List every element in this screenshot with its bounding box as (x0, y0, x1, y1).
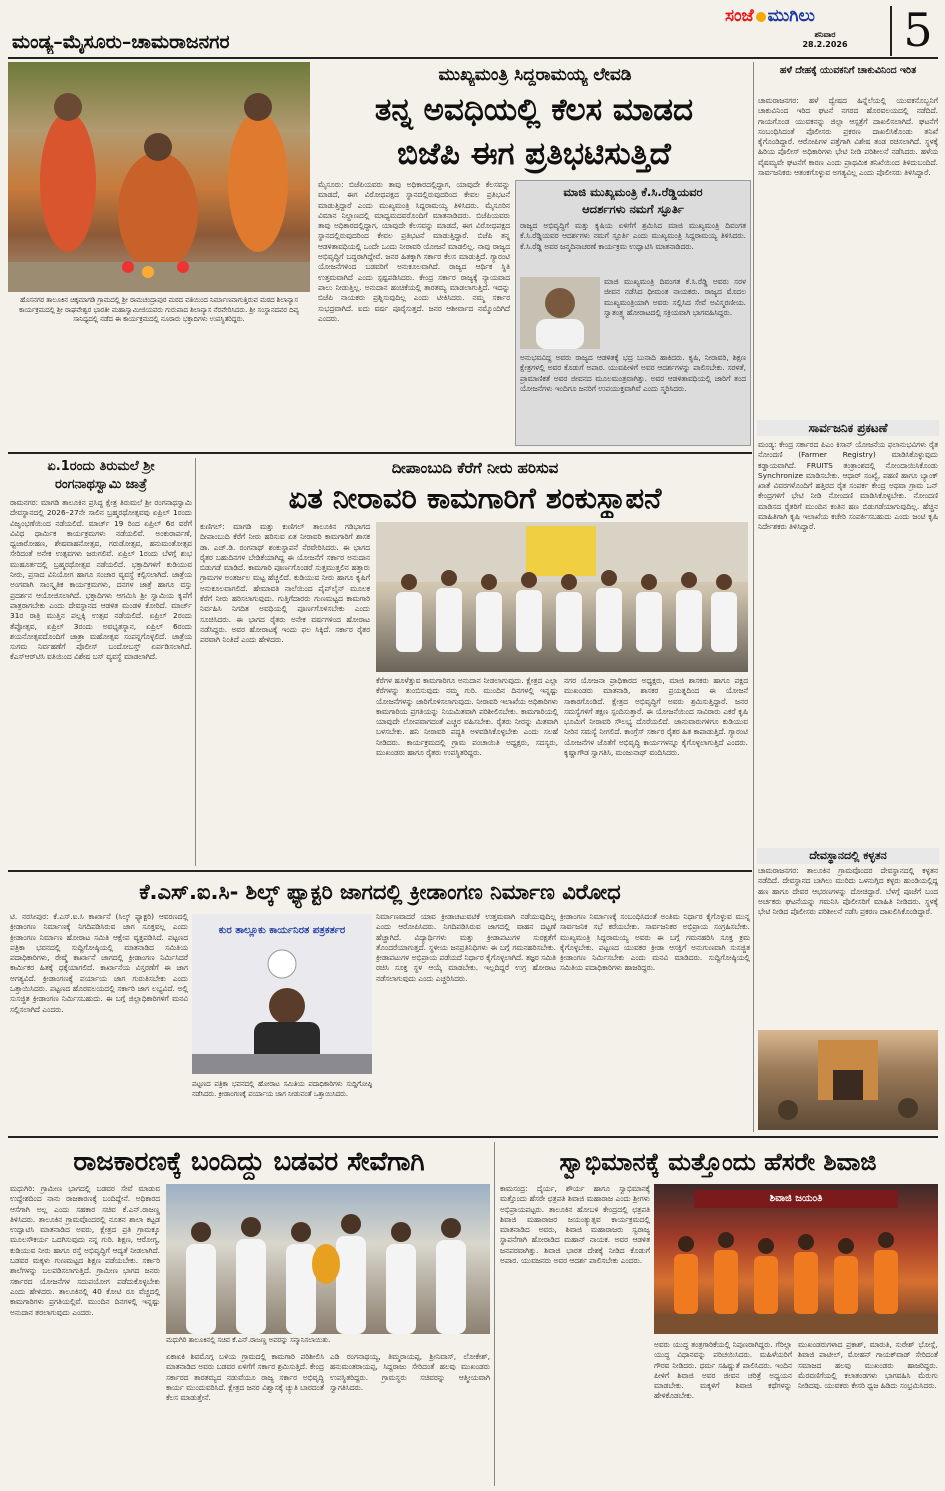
section-rule-2 (8, 870, 752, 872)
masthead-divider (890, 6, 892, 56)
silk-body-left: ಟಿ. ನರಸೀಪುರ: ಕೆ.ಎಸ್.ಐ.ಸಿ ಕಾರ್ಖಾನೆ (ಸಿಲ್ಕ್ ಫ್ಯಾಕ್ಟರಿ) ಆವರಣದಲ್ಲಿ ಕ್ರೀಡಾಂಗಣ ನಿರ್ಮಾಣಕ್ಕೆ ನಿಗದಿಪಡಿಸಿರುವ ಜಾಗ ಸೂಕ್ತವಲ್ಲ ಎಂದು ಕ್ರೀಡಾಂಗಣ ನಿರ್ಮಾಣ ಹೋರಾಟ ಸಮಿತಿ ಆಕ್ಷೇಪ ವ್ಯಕ್ತಪಡಿಸಿದೆ. ಪಟ್ಟಣದ ಪತ್ರಿಕಾ ಭವನದಲ್ಲಿ ಸುದ್ದಿಗೋಷ್ಠಿಯಲ್ಲಿ ಮಾತನಾಡಿದ ಸಮಿತಿಯ ಪದಾಧಿಕಾರಿಗಳು, ರೇಷ್ಮೆ ಕಾರ್ಖಾನೆ ಜಾಗದಲ್ಲಿ ಕ್ರೀಡಾಂಗಣ ನಿರ್ಮಿಸಿದರೆ ಕಾರ್ಮಿಕರ ಹಿತಕ್ಕೆ ಧಕ್ಕೆಯಾಗಲಿದೆ. ಕಾರ್ಖಾನೆಯ ವಿಸ್ತರಣೆಗೆ ಈ ಜಾಗ ಅಗತ್ಯವಿದೆ. ಕ್ರೀಡಾಂಗಣಕ್ಕೆ ಪರ್ಯಾಯ ಜಾಗ ಗುರುತಿಸಬೇಕು ಎಂದು ಒತ್ತಾಯಿಸಿದರು. ಪಟ್ಟಣದ ಹೊರವಲಯದಲ್ಲಿ ಸರ್ಕಾರಿ ಜಾಗ ಲಭ್ಯವಿದೆ. ಅಲ್ಲಿ ಸುಸಜ್ಜಿತ ಕ್ರೀಡಾಂಗಣ ನಿರ್ಮಿಸಬಹುದು. ಈ ಬಗ್ಗೆ ಜಿಲ್ಲಾಧಿಕಾರಿಗಳಿಗೆ ಮನವಿ ಸಲ್ಲಿಸಲಾಗಿದೆ ಎಂದರು. (10, 912, 188, 1014)
tribute-headline-1: ಮಾಜಿ ಮುಖ್ಯಮಂತ್ರಿ ಕೆ.ಸಿ.ರೆಡ್ಡಿಯವರ (563, 185, 703, 199)
irrigation-photo (376, 522, 748, 672)
right-column-divider (753, 62, 754, 1132)
irrigation-body-left: ಕುಣಿಗಲ್: ಮಾಗಡಿ ಮತ್ತು ಕುಣಿಗಲ್ ತಾಲೂಕಿನ ಗಡಿಭಾಗದ ದೀಪಾಂಬುದಿ ಕೆರೆಗೆ ನೀರು ಹರಿಸುವ ಏತ ನೀರಾವರಿ ಕಾಮಗಾರಿಗೆ ಶಾಸಕ ಡಾ. ಎಚ್.ಡಿ. ರಂಗನಾಥ್ ಶಂಕುಸ್ಥಾಪನೆ ನೆರವೇರಿಸಿದರು. ಈ ಭಾಗದ ರೈತರ ಬಹುದಿನಗಳ ಬೇಡಿಕೆಯಾಗಿದ್ದ ಈ ಯೋಜನೆಗೆ ಸರ್ಕಾರ ಅನುದಾನ ಬಿಡುಗಡೆ ಮಾಡಿದೆ. ಕಾಮಗಾರಿ ಪೂರ್ಣಗೊಂಡರೆ ಸುತ್ತಮುತ್ತಲಿನ ಹತ್ತಾರು ಗ್ರಾಮಗಳ ಅಂತರ್ಜಲ ಮಟ್ಟ ಹೆಚ್ಚಲಿದೆ. ಕುಡಿಯುವ ನೀರು ಹಾಗೂ ಕೃಷಿಗೆ ಅನುಕೂಲವಾಗಲಿದೆ. ಹೇಮಾವತಿ ನಾಲೆಯಿಂದ ಪೈಪ್‌ಲೈನ್ ಮೂಲಕ ಕೆರೆಗೆ ನೀರು ಹರಿಸಲಾಗುವುದು. ಗುತ್ತಿಗೆದಾರರು ಗುಣಮಟ್ಟದ ಕಾಮಗಾರಿ ನಿರ್ವಹಿಸಿ ನಿಗದಿತ ಅವಧಿಯಲ್ಲಿ ಪೂರ್ಣಗೊಳಿಸಬೇಕು ಎಂದು ಸೂಚಿಸಿದರು. ಈ ಭಾಗದ ರೈತರು ಅನೇಕ ವರ್ಷಗಳಿಂದ ಹೋರಾಟ ನಡೆಸಿದ್ದರು. ಅವರ ಹೋರಾಟಕ್ಕೆ ಇಂದು ಫಲ ಸಿಕ್ಕಿದೆ. ಸರ್ಕಾರ ರೈತರ ಪರವಾಗಿ ನಿಂತಿದೆ ಎಂದು ಹೇಳಿದರು. (200, 522, 370, 645)
politics-body2: ಏಕಾಏಕಿ ಶಿವಮೊಗ್ಗ ಬಳಿಯ ಗ್ರಾಮದಲ್ಲಿ ಕಾಮಗಾರಿ ಪರಿಶೀಲಿಸಿ ಮಾತನಾಡಿದ ಅವರು ಬಡವರ ಏಳಿಗೆಗೆ ಸರ್ಕಾರ ಶ್ರಮಿಸುತ್ತಿದೆ. ಕೇಂದ್ರ ಸರ್ಕಾರದ ತಾರತಮ್ಯದ ನಡುವೆಯೂ ರಾಜ್ಯ ಸರ್ಕಾರ ಅಭಿವೃದ್ಧಿ ಕಾರ್ಯ ಮುಂದುವರಿಸಿದೆ. ಕ್ಷೇತ್ರದ ಜನರ ವಿಶ್ವಾಸಕ್ಕೆ ಚ್ಯುತಿ ಬಾರದಂತೆ ಕೆಲಸ ಮಾಡುತ್ತೇನೆ. (166, 1352, 324, 1403)
politics-headline: ರಾಜಕಾರಣಕ್ಕೆ ಬಂದಿದ್ದು ಬಡವರ ಸೇವೆಗಾಗಿ (73, 1147, 425, 1177)
issue-date: 28.2.2026 (802, 40, 848, 49)
masthead-rule (8, 57, 938, 59)
story3-headline: ದೇವಸ್ಥಾನದಲ್ಲಿ ಕಳ್ಳತನ (757, 848, 939, 864)
story2-body: ಮಂಡ್ಯ: ಕೇಂದ್ರ ಸರ್ಕಾರದ ಪಿಎಂ ಕಿಸಾನ್ ಯೋಜನೆಯ ಫಲಾನುಭವಿಗಳು ರೈತ ನೋಂದಣಿ (Farmer Registry) ಮಾಡಿಸಿಕೊಳ್ಳುವುದು ಕಡ್ಡಾಯವಾಗಿದೆ. FRUITS ತಂತ್ರಾಂಶದಲ್ಲಿ ನೋಂದಾಯಿಸಿಕೊಂಡು Synchronize ಮಾಡಿಸಬೇಕು. ಆಧಾರ್ ಸಂಖ್ಯೆ, ಪಹಣಿ ಹಾಗೂ ಬ್ಯಾಂಕ್ ಖಾತೆ ವಿವರಗಳೊಂದಿಗೆ ಹತ್ತಿರದ ರೈತ ಸಂಪರ್ಕ ಕೇಂದ್ರ ಅಥವಾ ಗ್ರಾಮ ಒನ್ ಕೇಂದ್ರಗಳಿಗೆ ಭೇಟಿ ನೀಡಿ ನೋಂದಣಿ ಮಾಡಿಸಿಕೊಳ್ಳಬೇಕು. ನೋಂದಣಿ ಮಾಡಿಸದ ರೈತರಿಗೆ ಮುಂದಿನ ಕಂತಿನ ಹಣ ಬಿಡುಗಡೆಯಾಗುವುದಿಲ್ಲ. ಹೆಚ್ಚಿನ ಮಾಹಿತಿಗಾಗಿ ಕೃಷಿ ಇಲಾಖೆಯ ಕಚೇರಿ ಸಂಪರ್ಕಿಸಬಹುದು ಎಂದು ಜಂಟಿ ಕೃಷಿ ನಿರ್ದೇಶಕರು ತಿಳಿಸಿದ್ದಾರೆ. (758, 440, 938, 532)
lead-headline-2: ಬಿಜೆಪಿ ಈಗ ಪ್ರತಿಭಟಿಸುತ್ತಿದೆ (397, 136, 671, 172)
shivaji-headline: ಸ್ವಾಭಿಮಾನಕ್ಕೆ ಮತ್ತೊಂದು ಹೆಸರೇ ಶಿವಾಜಿ (559, 1148, 877, 1176)
logo-part1: ಸಂಜೆ (725, 6, 754, 26)
masthead (0, 0, 945, 60)
shivaji-body-mid: ಅವರು ಯುದ್ಧ ತಂತ್ರಗಾರಿಕೆಯಲ್ಲಿ ನಿಪುಣರಾಗಿದ್ದರು. ಗೆರಿಲ್ಲಾ ಯುದ್ಧ ವಿಧಾನವನ್ನು ಪರಿಚಯಿಸಿದರು. ಮಹಿಳೆಯರಿಗೆ ಗೌರವ ನೀಡಿದರು. ಧರ್ಮ ಸಹಿಷ್ಣುತೆ ಪಾಲಿಸಿದರು. ಇಂದಿನ ಪೀಳಿಗೆ ಶಿವಾಜಿ ಅವರ ಜೀವನ ಚರಿತ್ರೆ ಅಧ್ಯಯನ ಮಾಡಬೇಕು. ಮಕ್ಕಳಿಗೆ ಶಿವಾಜಿ ಕಥೆಗಳನ್ನು ಹೇಳಿಕೊಡಬೇಕು. (654, 1340, 792, 1401)
section-rule-1 (8, 452, 752, 454)
section-label: ಮಂಡ್ಯ–ಮೈಸೂರು–ಚಾಮರಾಜನಗರ (12, 31, 230, 53)
portrait-figure (520, 277, 600, 349)
lead-kicker: ಮುಖ್ಯಮಂತ್ರಿ ಸಿದ್ದರಾಮಯ್ಯ ಲೇವಡಿ (438, 65, 632, 85)
tribute-body-top: ರಾಜ್ಯದ ಅಭಿವೃದ್ಧಿಗೆ ಮತ್ತು ಕೃಷಿಯ ಏಳಿಗೆಗೆ ಶ್ರಮಿಸಿದ ಮಾಜಿ ಮುಖ್ಯಮಂತ್ರಿ ದಿವಂಗತ ಕೆ.ಸಿ.ರೆಡ್ಡಿಯವರ ಆದರ್ಶಗಳು ನಮಗೆ ಸ್ಫೂರ್ತಿ ಎಂದು ಮುಖ್ಯಮಂತ್ರಿ ಸಿದ್ದರಾಮಯ್ಯ ತಿಳಿಸಿದರು. ಕೆ.ಸಿ.ರೆಡ್ಡಿ ಅವರ ಜನ್ಮದಿನಾಚರಣೆ ಕಾರ್ಯಕ್ರಮ ಉದ್ಘಾಟಿಸಿ ಮಾತನಾಡಿದರು. (520, 221, 746, 251)
temple-illustration (758, 1030, 938, 1130)
shivaji-banner: ಶಿವಾಜಿ ಜಯಂತಿ (694, 1190, 898, 1208)
story2-headline: ಸಾರ್ವಜನಿಕ ಪ್ರಕಟಣೆ (757, 420, 939, 436)
tribute-body-bottom: ಅನುಭವವಿದ್ದ ಅವರು ರಾಜ್ಯದ ಆಡಳಿತಕ್ಕೆ ಭದ್ರ ಬುನಾದಿ ಹಾಕಿದರು. ಕೃಷಿ, ನೀರಾವರಿ, ಶಿಕ್ಷಣ ಕ್ಷೇತ್ರಗಳಲ್ಲಿ ಅವರ ಕೊಡುಗೆ ಅಪಾರ. ಯುವಪೀಳಿಗೆ ಅವರ ಆದರ್ಶಗಳನ್ನು ಪಾಲಿಸಬೇಕು. ಸರಳತೆ, ಪ್ರಾಮಾಣಿಕತೆ ಅವರ ಜೀವನದ ಮೂಲಮಂತ್ರವಾಗಿತ್ತು. ಅವರ ಆಡಳಿತಾವಧಿಯಲ್ಲಿ ಜಾರಿಗೆ ತಂದ ಯೋಜನೆಗಳು ಇಂದಿಗೂ ಜನರಿಗೆ ಉಪಯುಕ್ತವಾಗಿವೆ ಎಂದು ಸ್ಮರಿಸಿದರು. (520, 353, 746, 393)
lead-headline-1: ತನ್ನ ಅವಧಿಯಲ್ಲಿ ಕೆಲಸ ಮಾಡದ (374, 92, 694, 128)
irrigation-body-right: ನಗರ ಯೋಜನಾ ಪ್ರಾಧಿಕಾರದ ಅಧ್ಯಕ್ಷರು, ಮಾಜಿ ಶಾಸಕರು ಹಾಗೂ ಪಕ್ಷದ ಮುಖಂಡರು ಮಾತನಾಡಿ, ಶಾಸಕರ ಪ್ರಯತ್ನದಿಂದ ಈ ಯೋಜನೆ ಸಾಕಾರಗೊಂಡಿದೆ. ಕ್ಷೇತ್ರದ ಅಭಿವೃದ್ಧಿಗೆ ಅವರು ಶ್ರಮಿಸುತ್ತಿದ್ದಾರೆ. ಜನರ ಸಮಸ್ಯೆಗಳಿಗೆ ತಕ್ಷಣ ಸ್ಪಂದಿಸುತ್ತಾರೆ. ಈ ಯೋಜನೆಯಿಂದ ಸಾವಿರಾರು ಎಕರೆ ಕೃಷಿ ಭೂಮಿಗೆ ನೀರಾವರಿ ಸೌಲಭ್ಯ ದೊರೆಯಲಿದೆ. ಜಾನುವಾರುಗಳಿಗೂ ಕುಡಿಯುವ ನೀರಿನ ಸಮಸ್ಯೆ ನೀಗಲಿದೆ. ಕಾಂಗ್ರೆಸ್ ಸರ್ಕಾರ ರೈತರ ಹಿತ ಕಾಪಾಡುತ್ತಿದೆ. ಗ್ಯಾರಂಟಿ ಯೋಜನೆಗಳ ಜೊತೆಗೆ ಅಭಿವೃದ್ಧಿ ಕಾರ್ಯಗಳನ್ನೂ ಕೈಗೊಳ್ಳಲಾಗುತ್ತಿದೆ ಎಂದರು. ಕೃಷ್ಣಾಗೌಡ ಸ್ವಾಗತಿಸಿ, ಮಂಜುನಾಥ್ ವಂದಿಸಿದರು. (564, 676, 748, 758)
lead-photo (8, 62, 310, 292)
bottom-divider (494, 1142, 495, 1486)
section-rule-3 (8, 1136, 938, 1138)
tirumala-headline-1: ಏ.1ರಂದು ತಿರುಮಲೆ ಶ್ರೀ (47, 459, 155, 474)
shivaji-photo (654, 1184, 938, 1334)
silk-banner: ಕುರ ತಾಲ್ಲೂಕು ಕಾರ್ಯನಿರತ ಪತ್ರಕರ್ತರ (218, 925, 346, 936)
irrigation-body-mid: ಕೆರೆಗಳ ಹೂಳೆತ್ತುವ ಕಾಮಗಾರಿಗೂ ಅನುದಾನ ನೀಡಲಾಗುವುದು. ಕ್ಷೇತ್ರದ ಎಲ್ಲಾ ಕೆರೆಗಳನ್ನು ತುಂಬಿಸುವುದು ನಮ್ಮ ಗುರಿ. ಮುಂದಿನ ದಿನಗಳಲ್ಲಿ ಇನ್ನಷ್ಟು ಯೋಜನೆಗಳನ್ನು ಜಾರಿಗೊಳಿಸಲಾಗುವುದು. ನೀರಾವರಿ ಇಲಾಖೆಯ ಅಧಿಕಾರಿಗಳು ಕಾಮಗಾರಿಯ ಪ್ರಗತಿಯನ್ನು ನಿಯಮಿತವಾಗಿ ಪರಿಶೀಲಿಸಬೇಕು. ಕಾಮಗಾರಿಯಲ್ಲಿ ಯಾವುದೇ ಲೋಪವಾಗದಂತೆ ಎಚ್ಚರ ವಹಿಸಬೇಕು. ರೈತರು ನೀರನ್ನು ಮಿತವಾಗಿ ಬಳಸಬೇಕು. ಹನಿ ನೀರಾವರಿ ಪದ್ಧತಿ ಅಳವಡಿಸಿಕೊಳ್ಳಬೇಕು ಎಂದು ಸಲಹೆ ನೀಡಿದರು. ಕಾರ್ಯಕ್ರಮದಲ್ಲಿ ಗ್ರಾಮ ಪಂಚಾಯಿತಿ ಅಧ್ಯಕ್ಷರು, ಸದಸ್ಯರು, ಮುಖಂಡರು ಹಾಗೂ ರೈತರು ಉಪಸ್ಥಿತರಿದ್ದರು. (376, 676, 558, 758)
tribute-headline-2: ಆದರ್ಶಗಳು ನಮಗೆ ಸ್ಫೂರ್ತಿ (582, 202, 684, 216)
shivaji-body-left: ಕಾಮಸಂದ್ರ: ದೈರ್ಯ, ಶೌರ್ಯ ಹಾಗೂ ಸ್ವಾಭಿಮಾನಕ್ಕೆ ಮತ್ತೊಂದು ಹೆಸರೇ ಛತ್ರಪತಿ ಶಿವಾಜಿ ಮಹಾರಾಜ ಎಂದು ಶ್ರೀಗಳು ಅಭಿಪ್ರಾಯಪಟ್ಟರು. ತಾಲೂಕಿನ ಹೋಬಳಿ ಕೇಂದ್ರದಲ್ಲಿ ಛತ್ರಪತಿ ಶಿವಾಜಿ ಮಹಾರಾಜರ ಜಯಂತ್ಯುತ್ಸವ ಕಾರ್ಯಕ್ರಮದಲ್ಲಿ ಮಾತನಾಡಿದ ಅವರು, ಶಿವಾಜಿ ಮಹಾರಾಜರು ಸ್ವರಾಜ್ಯ ಸ್ಥಾಪನೆಗಾಗಿ ಹೋರಾಡಿದ ಮಹಾನ್ ನಾಯಕ. ಅವರ ಆಡಳಿತ ಜನಪರವಾಗಿತ್ತು. ಶಿವಾಜಿ ಭಾರತ ದೇಶಕ್ಕೆ ನೀಡಿದ ಕೊಡುಗೆ ಅಪಾರ. ಯುವಜನರು ಅವರ ಆದರ್ಶ ಪಾಲಿಸಬೇಕು ಎಂದರು. (500, 1184, 650, 1266)
lead-photo-caption: ಹೊಸನಗರ ತಾಲೂಕಿನ ಚಿಕ್ಕಮಾಗಡಿ ಗ್ರಾಮದಲ್ಲಿ ಶ್ರೀ ರಾಮಚಂದ್ರಾಪುರ ಮಠದ ವತಿಯಿಂದ ನಿರ್ಮಾಣವಾಗುತ್ತಿರುವ ಮಠದ ಶಿಲಾನ್ಯಾಸ ಕಾರ್ಯಕ್ರಮದಲ್ಲಿ ಶ್ರೀ ರಾಘವೇಶ್ವರ ಭಾರತೀ ಮಹಾಸ್ವಾಮೀಜಿಯವರು ಗುರುಪಾದ ಶಿಲಾನ್ಯಾಸ ನೆರವೇರಿಸಿದರು. ಶ್ರೀ ಸಂಸ್ಥಾನದವರ ದಿವ್ಯ ಸಾನಿಧ್ಯದಲ್ಲಿ ನಡೆದ ಈ ಕಾರ್ಯಕ್ರಮದಲ್ಲಿ ನೂರಾರು ಭಕ್ತಾದಿಗಳು ಉಪಸ್ಥಿತರಿದ್ದರು. (19, 296, 299, 323)
ceremony-illustration (8, 62, 310, 292)
silk-headline: ಕೆ.ಎಸ್.ಐ.ಸಿ- ಶಿಲ್ಕ್ ಫ್ಯಾಕ್ಟರಿ ಜಾಗದಲ್ಲಿ ಕ್ರೀಡಾಂಗಣ ನಿರ್ಮಾಣ ವಿರೋಧ (139, 880, 621, 904)
press-meet-illustration (192, 914, 372, 1074)
politics-photo (166, 1184, 490, 1334)
irrigation-kicker: ದೀಪಾಂಬುದಿ ಕೆರೆಗೆ ನೀರು ಹರಿಸುವ (391, 459, 559, 477)
group-illustration (376, 522, 748, 672)
issue-day: ಶನಿವಾರ (814, 30, 836, 39)
tirumala-body: ರಾಮನಗರ: ಮಾಗಡಿ ತಾಲೂಕಿನ ಪ್ರಸಿದ್ಧ ಕ್ಷೇತ್ರ ತಿರುಮಲೆ ಶ್ರೀ ರಂಗನಾಥಸ್ವಾಮಿ ದೇವಸ್ಥಾನದಲ್ಲಿ 2026–27ನೇ ಸಾಲಿನ ಬ್ರಹ್ಮರಥೋತ್ಸವವು ಏಪ್ರಿಲ್ 1ರಂದು ವಿಜೃಂಭಣೆಯಿಂದ ನಡೆಯಲಿದೆ. ಮಾರ್ಚ್ 19 ರಿಂದ ಏಪ್ರಿಲ್ 6ರ ವರೆಗೆ ವಿವಿಧ ಧಾರ್ಮಿಕ ಕಾರ್ಯಕ್ರಮಗಳು ನಡೆಯಲಿವೆ. ಅಂಕುರಾರ್ಪಣೆ, ಧ್ವಜಾರೋಹಣ, ಶೇಷವಾಹನೋತ್ಸವ, ಗರುಡೋತ್ಸವ, ಹನುಮಂತೋತ್ಸವ ಸೇರಿದಂತೆ ಅನೇಕ ಉತ್ಸವಗಳು ಜರುಗಲಿವೆ. ಏಪ್ರಿಲ್ 1ರಂದು ಬೆಳಗ್ಗೆ ಶುಭ ಮುಹೂರ್ತದಲ್ಲಿ ಬ್ರಹ್ಮರಥೋತ್ಸವ ನಡೆಯಲಿದೆ. ಭಕ್ತಾದಿಗಳಿಗೆ ಕುಡಿಯುವ ನೀರು, ಪ್ರಸಾದ ವಿನಿಯೋಗ ಹಾಗೂ ಸಂಚಾರ ವ್ಯವಸ್ಥೆ ಕಲ್ಪಿಸಲಾಗಿದೆ. ಜಾತ್ರೆಯ ಅಂಗವಾಗಿ ಸಾಂಸ್ಕೃತಿಕ ಕಾರ್ಯಕ್ರಮಗಳು, ದನಗಳ ಜಾತ್ರೆ ಹಾಗೂ ವಸ್ತು ಪ್ರದರ್ಶನ ಆಯೋಜಿಸಲಾಗಿದೆ. ಭಕ್ತಾದಿಗಳು ಆಗಮಿಸಿ ಶ್ರೀ ಸ್ವಾಮಿಯ ಕೃಪೆಗೆ ಪಾತ್ರರಾಗಬೇಕು ಎಂದು ದೇವಸ್ಥಾನದ ಆಡಳಿತ ಮಂಡಳಿ ಕೋರಿದೆ. ಮಾರ್ಚ್ 31ರ ರಾತ್ರಿ ಮುತ್ತಿನ ಪಲ್ಲಕ್ಕಿ ಉತ್ಸವ ನಡೆಯಲಿದೆ. ಏಪ್ರಿಲ್ 2ರಂದು ತೆಪ್ಪೋತ್ಸವ, ಏಪ್ರಿಲ್ 3ರಂದು ಅವಭೃತಸ್ನಾನ, ಏಪ್ರಿಲ್ 6ರಂದು ಶಯನೋತ್ಸವದೊಂದಿಗೆ ಜಾತ್ರಾ ಮಹೋತ್ಸವ ಸಂಪನ್ನಗೊಳ್ಳಲಿದೆ. ಜಾತ್ರೆಯ ಸುಗಮ ನಿರ್ವಹಣೆಗೆ ಪೊಲೀಸ್ ಬಂದೋಬಸ್ತ್ ಏರ್ಪಡಿಸಲಾಗಿದೆ. ಕೆಎಸ್‌ಆರ್‌ಟಿಸಿ ವತಿಯಿಂದ ವಿಶೇಷ ಬಸ್ ವ್ಯವಸ್ಥೆ ಮಾಡಲಾಗಿದೆ. (10, 498, 192, 662)
silk-photo (192, 914, 372, 1074)
silk-caption: ಪಟ್ಟಣದ ಪತ್ರಿಕಾ ಭವನದಲ್ಲಿ ಹೋರಾಟ ಸಮಿತಿಯ ಪದಾಧಿಕಾರಿಗಳು ಸುದ್ದಿಗೋಷ್ಠಿ ನಡೆಸಿದರು. ಕ್ರೀಡಾಂಗಣಕ್ಕೆ ಪರ್ಯಾಯ ಜಾಗ ನೀಡುವಂತೆ ಒತ್ತಾಯಿಸಿದರು. (192, 1080, 372, 1098)
irrigation-headline: ಏತ ನೀರಾವರಿ ಕಾಮಗಾರಿಗೆ ಶಂಕುಸ್ಥಾಪನೆ (288, 481, 662, 515)
tribute-box (515, 180, 751, 446)
lead-body: ಮೈಸೂರು: ಬಿಜೆಪಿಯವರು ತಾವು ಅಧಿಕಾರದಲ್ಲಿದ್ದಾಗ, ಯಾವುದೇ ಕೆಲಸವನ್ನು ಮಾಡದೆ, ಈಗ ವಿರೋಧಪಕ್ಷದ ಸ್ಥಾನದಲ್ಲಿರುವುದರಿಂದ ಕೇವಲ ಪ್ರತಿಭಟನೆ ಮಾಡುತ್ತಿದ್ದಾರೆ ಎಂದು ಮುಖ್ಯಮಂತ್ರಿ ಸಿದ್ದರಾಮಯ್ಯ ತಿಳಿಸಿದರು. ಮೈಸೂರಿನ ವಿಮಾನ ನಿಲ್ದಾಣದಲ್ಲಿ ಮಾಧ್ಯಮದವರೊಂದಿಗೆ ಮಾತನಾಡಿದರು. ಬಿಜೆಪಿಯವರು ತಾವು ಅಧಿಕಾರದಲ್ಲಿದ್ದಾಗ, ಯಾವುದೇ ಕೆಲಸವನ್ನು ಮಾಡದೆ, ಈಗ ವಿರೋಧಪಕ್ಷದ ಸ್ಥಾನದಲ್ಲಿರುವುದರಿಂದ ಕೇವಲ ಪ್ರತಿಭಟನೆ ಮಾಡುತ್ತಿದ್ದಾರೆ. ಬಿಜೆಪಿ ತನ್ನ ಆಡಳಿತಾವಧಿಯಲ್ಲಿ ಒಂದೇ ಒಂದು ನೀರಾವರಿ ಯೋಜನೆ ಮಾಡಲಿಲ್ಲ. ನಾವು ರಾಜ್ಯದ ಅಭಿವೃದ್ಧಿಗೆ ಬದ್ಧರಾಗಿದ್ದೇವೆ. ಜನರ ಹಿತಕ್ಕಾಗಿ ಸರ್ಕಾರ ಕೆಲಸ ಮಾಡುತ್ತಿದೆ. ಗ್ಯಾರಂಟಿ ಯೋಜನೆಗಳಿಂದ ಬಡವರಿಗೆ ಅನುಕೂಲವಾಗಿದೆ. ರಾಜ್ಯದ ಆರ್ಥಿಕ ಸ್ಥಿತಿ ಉತ್ತಮವಾಗಿದೆ ಎಂದು ಸ್ಪಷ್ಟಪಡಿಸಿದರು. ಕೇಂದ್ರ ಸರ್ಕಾರ ರಾಜ್ಯಕ್ಕೆ ನ್ಯಾಯವಾದ ಪಾಲು ನೀಡುತ್ತಿಲ್ಲ. ಅನುದಾನ ಹಂಚಿಕೆಯಲ್ಲಿ ತಾರತಮ್ಯ ಮಾಡಲಾಗುತ್ತಿದೆ. ಇದನ್ನು ಬಿಜೆಪಿ ನಾಯಕರು ಪ್ರಶ್ನಿಸುವುದಿಲ್ಲ ಎಂದು ಟೀಕಿಸಿದರು. ನಮ್ಮ ಸರ್ಕಾರ ಸುಭದ್ರವಾಗಿದೆ. ಐದು ವರ್ಷ ಪೂರೈಸುತ್ತದೆ. ಜನರ ಆಶೀರ್ವಾದ ನಮ್ಮೊಂದಿಗಿದೆ ಎಂದರು. (318, 180, 510, 323)
tribute-portrait (520, 277, 600, 349)
sun-icon (756, 12, 766, 22)
tirumala-headline-2: ರಂಗನಾಥಸ್ವಾಮಿ ಜಾತ್ರೆ (55, 477, 147, 492)
politics-caption: ಮಧುಗಿರಿ ತಾಲೂಕಿನಲ್ಲಿ ಸಚಿವ ಕೆ.ಎನ್.ರಾಜಣ್ಣ ಅವರನ್ನು ಸನ್ಮಾನಿಸಲಾಯಿತು. (166, 1336, 331, 1344)
story3-body: ಚಾಮರಾಜನಗರ: ತಾಲೂಕಿನ ಗ್ರಾಮವೊಂದರ ದೇವಸ್ಥಾನದಲ್ಲಿ ಕಳ್ಳತನ ನಡೆದಿದೆ. ದೇವಸ್ಥಾನದ ಬಾಗಿಲು ಮುರಿದು ಒಳನುಗ್ಗಿದ ಕಳ್ಳರು ಹುಂಡಿಯಲ್ಲಿದ್ದ ಹಣ ಹಾಗೂ ದೇವರ ಆಭರಣಗಳನ್ನು ದೋಚಿದ್ದಾರೆ. ಬೆಳಗ್ಗೆ ಪೂಜೆಗೆ ಬಂದ ಅರ್ಚಕರು ಘಟನೆಯನ್ನು ಗಮನಿಸಿ ಪೊಲೀಸರಿಗೆ ಮಾಹಿತಿ ನೀಡಿದರು. ಸ್ಥಳಕ್ಕೆ ಭೇಟಿ ನೀಡಿದ ಪೊಲೀಸರು ಪರಿಶೀಲನೆ ನಡೆಸಿ ಪ್ರಕರಣ ದಾಖಲಿಸಿಕೊಂಡಿದ್ದಾರೆ. (758, 866, 938, 917)
felicitation-illustration (166, 1184, 490, 1334)
silk-body-mid: ನಿರ್ಮಾಣವಾದರೆ ಯಾವ ಕ್ರೀಡಾಚಟುವಟಿಕೆ ಉತ್ತಮವಾಗಿ ನಡೆಯುವುದಿಲ್ಲ ಎಂದು ಆರೋಪಿಸಿದರು. ನಿಗದಿಪಡಿಸಿರುವ ಜಾಗದಲ್ಲಿ ವಾಹನ ದಟ್ಟಣೆ ಹೆಚ್ಚಾಗಿದೆ. ವಿದ್ಯಾರ್ಥಿಗಳು ಮತ್ತು ಕ್ರೀಡಾಪಟುಗಳ ಸುರಕ್ಷತೆಗೆ ತೊಂದರೆಯಾಗುತ್ತದೆ. ಸ್ಥಳೀಯ ಜನಪ್ರತಿನಿಧಿಗಳು ಈ ಬಗ್ಗೆ ಗಮನಹರಿಸಬೇಕು. ಕ್ರೀಡಾಪಟುಗಳ ಅಭಿಪ್ರಾಯ ಪಡೆಯದೆ ನಿರ್ಧಾರ ಕೈಗೊಳ್ಳಲಾಗಿದೆ. ತಜ್ಞರ ಸಮಿತಿ ರಚಿಸಿ ಸೂಕ್ತ ಸ್ಥಳ ಆಯ್ಕೆ ಮಾಡಬೇಕು. ಇಲ್ಲದಿದ್ದರೆ ಉಗ್ರ ಹೋರಾಟ ನಡೆಸಲಾಗುವುದು ಎಂದು ಎಚ್ಚರಿಸಿದರು. (376, 912, 556, 983)
silk-body-right: ಕ್ರೀಡಾಂಗಣ ನಿರ್ಮಾಣಕ್ಕೆ ಸಂಬಂಧಿಸಿದಂತೆ ಅಂತಿಮ ನಿರ್ಧಾರ ಕೈಗೊಳ್ಳುವ ಮುನ್ನ ಸಾರ್ವಜನಿಕ ಸಭೆ ಕರೆಯಬೇಕು. ಸಾರ್ವಜನಿಕರ ಅಭಿಪ್ರಾಯ ಸಂಗ್ರಹಿಸಬೇಕು. ಮುಖ್ಯಮಂತ್ರಿ ಸಿದ್ದರಾಮಯ್ಯ ಅವರು ಈ ಬಗ್ಗೆ ಗಮನಹರಿಸಿ ಸೂಕ್ತ ಕ್ರಮ ಕೈಗೊಳ್ಳಬೇಕು. ಪಟ್ಟಣದ ಯುವಕರ ಕ್ರೀಡಾ ಆಸಕ್ತಿಗೆ ಅನುಗುಣವಾಗಿ ಸುಸಜ್ಜಿತ ಕ್ರೀಡಾಂಗಣ ನಿರ್ಮಿಸಬೇಕು ಎಂದು ಮನವಿ ಮಾಡಿದರು. ಸುದ್ದಿಗೋಷ್ಠಿಯಲ್ಲಿ ಸಮಿತಿಯ ಪದಾಧಿಕಾರಿಗಳು ಹಾಜರಿದ್ದರು. (560, 912, 750, 973)
tirumala-divider (195, 458, 196, 866)
logo-part2: ಮುಗಿಲು (767, 6, 815, 26)
politics-body3: ಎಡಿ ರಂಗನಾಥಯ್ಯ, ತಿಮ್ಮರಾಯಪ್ಪ, ಶ್ರೀನಿವಾಸ್, ಲೋಕೇಶ್, ಹನುಮಂತರಾಯಪ್ಪ, ಸಿದ್ದರಾಜು ಸೇರಿದಂತೆ ಹಲವು ಮುಖಂಡರು ಉಪಸ್ಥಿತರಿದ್ದರು. ಗ್ರಾಮಸ್ಥರು ಸಚಿವರನ್ನು ಆತ್ಮೀಯವಾಗಿ ಸ್ವಾಗತಿಸಿದರು. (330, 1352, 490, 1392)
story1-body: ಚಾಮರಾಜನಗರ: ಹಳೆ ದ್ವೇಷದ ಹಿನ್ನೆಲೆಯಲ್ಲಿ ಯುವಕನೊಬ್ಬನಿಗೆ ಚಾಕುವಿನಿಂದ ಇರಿದ ಘಟನೆ ನಗರದ ಹೊರವಲಯದಲ್ಲಿ ನಡೆದಿದೆ. ಗಾಯಗೊಂಡ ಯುವಕನನ್ನು ಜಿಲ್ಲಾ ಆಸ್ಪತ್ರೆಗೆ ದಾಖಲಿಸಲಾಗಿದೆ. ಘಟನೆಗೆ ಸಂಬಂಧಿಸಿದಂತೆ ಪೊಲೀಸರು ಪ್ರಕರಣ ದಾಖಲಿಸಿಕೊಂಡು ತನಿಖೆ ಕೈಗೊಂಡಿದ್ದಾರೆ. ಆರೋಪಿಗಳ ಪತ್ತೆಗಾಗಿ ವಿಶೇಷ ತಂಡ ರಚಿಸಲಾಗಿದೆ. ಸ್ಥಳಕ್ಕೆ ಹಿರಿಯ ಪೊಲೀಸ್ ಅಧಿಕಾರಿಗಳು ಭೇಟಿ ನೀಡಿ ಪರಿಶೀಲನೆ ನಡೆಸಿದರು. ಹಳೆಯ ವೈಷಮ್ಯವೇ ಘಟನೆಗೆ ಕಾರಣ ಎಂದು ಪ್ರಾಥಮಿಕ ತನಿಖೆಯಿಂದ ತಿಳಿದುಬಂದಿದೆ. ಸಾರ್ವಜನಿಕರು ಆತಂಕಗೊಳ್ಳುವ ಅಗತ್ಯವಿಲ್ಲ ಎಂದು ಪೊಲೀಸರು ತಿಳಿಸಿದ್ದಾರೆ. (758, 96, 938, 178)
shivaji-body-right: ಮುಖಂಡರುಗಳಾದ ಪ್ರಕಾಶ್, ಮಾರುತಿ, ಸುರೇಶ್ ಭೋಸ್ಲೆ, ಶಿವಾಜಿ ಪಾಟೀಲ್, ಮೋಹನ್ ಗಾಯಕ್‌ವಾಡ್ ಸೇರಿದಂತೆ ಸಮಾಜದ ಹಲವು ಮುಖಂಡರು ಹಾಜರಿದ್ದರು. ಮೆರವಣಿಗೆಯಲ್ಲಿ ಕಲಾತಂಡಗಳು ಭಾಗವಹಿಸಿ ಮೆರುಗು ನೀಡಿದವು. ಯುವಕರು ಕೇಸರಿ ಧ್ವಜ ಹಿಡಿದು ಸಂಭ್ರಮಿಸಿದರು. (798, 1340, 938, 1391)
logo (725, 2, 885, 32)
page-number: 5 (903, 3, 933, 57)
temple-photo (758, 1030, 938, 1130)
stage-illustration (654, 1184, 938, 1334)
story1-headline: ಹಳೆ ದೇಹಕ್ಕೆ ಯುವಕನಿಗೆ ಚಾಕುವಿನಿಂದ ಇರಿತ (779, 65, 917, 76)
politics-body: ಮಧುಗಿರಿ: ಗ್ರಾಮೀಣ ಭಾಗದಲ್ಲಿ ಬಡವರ ಸೇವೆ ಮಾಡುವ ಉದ್ದೇಶದಿಂದ ನಾನು ರಾಜಕಾರಣಕ್ಕೆ ಬಂದಿದ್ದೇನೆ. ಅಧಿಕಾರದ ಆಸೆಗಾಗಿ ಅಲ್ಲ ಎಂದು ಸಹಕಾರ ಸಚಿವ ಕೆ.ಎನ್.ರಾಜಣ್ಣ ತಿಳಿಸಿದರು. ತಾಲೂಕಿನ ಗ್ರಾಮವೊಂದರಲ್ಲಿ ನೂತನ ಶಾಲಾ ಕಟ್ಟಡ ಉದ್ಘಾಟಿಸಿ ಮಾತನಾಡಿದ ಅವರು, ಕ್ಷೇತ್ರದ ಪ್ರತಿ ಗ್ರಾಮಕ್ಕೂ ಮೂಲಸೌಕರ್ಯ ಒದಗಿಸುವುದು ನನ್ನ ಗುರಿ. ಶಿಕ್ಷಣ, ಆರೋಗ್ಯ, ಕುಡಿಯುವ ನೀರು ಹಾಗೂ ರಸ್ತೆ ಅಭಿವೃದ್ಧಿಗೆ ಆದ್ಯತೆ ನೀಡಲಾಗಿದೆ. ಬಡವರ ಮಕ್ಕಳು ಗುಣಮಟ್ಟದ ಶಿಕ್ಷಣ ಪಡೆಯಬೇಕು. ಸರ್ಕಾರಿ ಶಾಲೆಗಳನ್ನು ಬಲಪಡಿಸಲಾಗುತ್ತಿದೆ. ಗ್ರಾಮೀಣ ಭಾಗದ ಜನರು ಸರ್ಕಾರದ ಯೋಜನೆಗಳ ಸದುಪಯೋಗ ಪಡೆದುಕೊಳ್ಳಬೇಕು ಎಂದು ಹೇಳಿದರು. ತಾಲೂಕಿನಲ್ಲಿ 40 ಕೋಟಿ ರೂ ವೆಚ್ಚದಲ್ಲಿ ಕಾಮಗಾರಿಗಳು ಪ್ರಗತಿಯಲ್ಲಿವೆ. ಮುಂದಿನ ದಿನಗಳಲ್ಲಿ ಇನ್ನಷ್ಟು ಅನುದಾನ ತರಲಾಗುವುದು ಎಂದರು. (10, 1184, 160, 1317)
tribute-body-right: ಮಾಜಿ ಮುಖ್ಯಮಂತ್ರಿ ದಿವಂಗತ ಕೆ.ಸಿ.ರೆಡ್ಡಿ ಅವರು ಸರಳ ಜೀವನ ನಡೆಸಿದ ಧೀಮಂತ ನಾಯಕರು. ರಾಜ್ಯದ ಮೊದಲ ಮುಖ್ಯಮಂತ್ರಿಯಾಗಿ ಅವರು ಸಲ್ಲಿಸಿದ ಸೇವೆ ಅವಿಸ್ಮರಣೀಯ. ಸ್ವಾತಂತ್ರ್ಯ ಹೋರಾಟದಲ್ಲಿ ಸಕ್ರಿಯವಾಗಿ ಭಾಗವಹಿಸಿದ್ದರು. (604, 277, 746, 317)
